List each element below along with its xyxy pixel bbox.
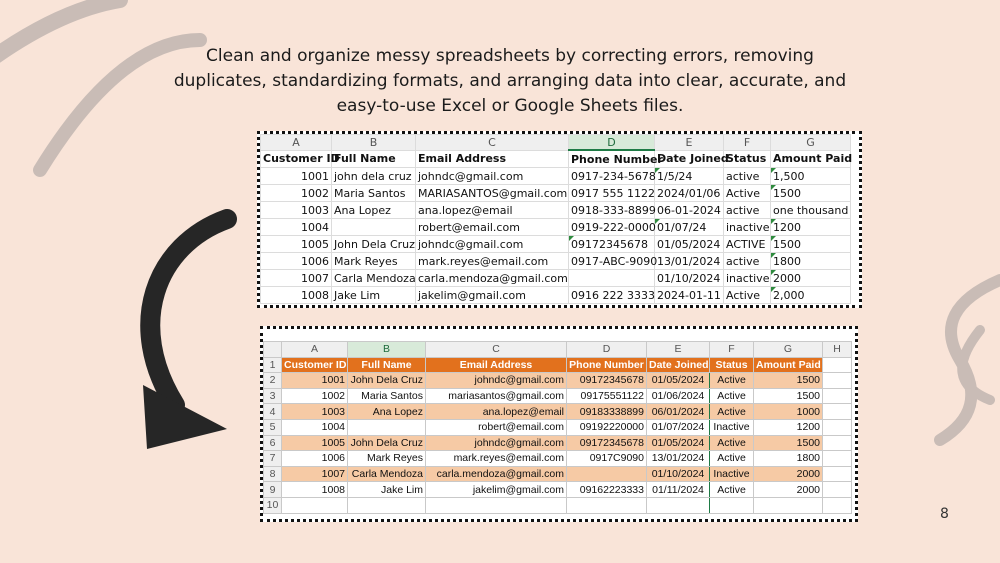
table-cell[interactable]: 1007 <box>261 270 332 287</box>
table-cell[interactable]: carla.mendoza@gmail.com <box>426 466 567 482</box>
table-cell[interactable]: Active <box>710 388 754 404</box>
row-number[interactable]: 6 <box>264 435 282 451</box>
empty-cell[interactable] <box>348 497 426 513</box>
table-cell[interactable]: Jake Lim <box>348 482 426 498</box>
table-cell[interactable]: johndc@gmail.com <box>426 373 567 389</box>
table-cell[interactable]: one thousand <box>771 202 851 219</box>
empty-cell[interactable] <box>823 373 852 389</box>
empty-cell[interactable] <box>823 466 852 482</box>
column-header-h[interactable]: H <box>823 342 852 358</box>
headline-text: Clean and organize messy spreadsheets by correcting errors, removing duplicates, standardizing formats, and arranging data into clear, accurate, and easy-to-use Excel or Google Sheets files. <box>173 46 847 116</box>
column-letter-row <box>264 342 852 358</box>
table-cell[interactable]: 1007 <box>282 466 348 482</box>
table-row <box>264 388 852 404</box>
table-cell[interactable]: jakelim@gmail.com <box>426 482 567 498</box>
column-header-g[interactable]: G <box>771 135 851 151</box>
table-cell[interactable]: jakelim@gmail.com <box>416 287 569 304</box>
table-cell[interactable] <box>567 466 647 482</box>
header-cell[interactable]: Full Name <box>332 150 416 168</box>
header-cell[interactable]: Full Name <box>348 357 426 373</box>
table-cell[interactable]: johndc@gmail.com <box>416 236 569 253</box>
column-header-f[interactable]: F <box>724 135 771 151</box>
table-cell[interactable]: 1008 <box>261 287 332 304</box>
empty-cell[interactable] <box>823 419 852 435</box>
table-cell[interactable]: ACTIVE <box>724 236 771 253</box>
empty-cell[interactable] <box>823 497 852 513</box>
table-cell[interactable]: johndc@gmail.com <box>426 435 567 451</box>
table-cell[interactable]: 01/10/2024 <box>647 466 710 482</box>
header-cell[interactable]: Status <box>724 150 771 168</box>
table-cell[interactable]: 09172345678 <box>567 373 647 389</box>
table-row <box>261 236 851 253</box>
empty-cell[interactable] <box>710 497 754 513</box>
table-cell[interactable]: Ana Lopez <box>348 404 426 420</box>
table-cell[interactable]: inactive <box>724 270 771 287</box>
table-cell[interactable]: 1004 <box>261 219 332 236</box>
empty-cell[interactable] <box>823 388 852 404</box>
table-cell[interactable]: 13/01/2024 <box>655 253 724 270</box>
header-cell[interactable]: Date Joined <box>647 357 710 373</box>
table-cell[interactable]: 1002 <box>282 388 348 404</box>
table-cell[interactable]: 1500 <box>754 373 823 389</box>
header-cell[interactable]: Amount Paid <box>771 150 851 168</box>
header-cell[interactable]: Date Joined <box>655 150 724 168</box>
header-cell[interactable]: Email Address <box>426 357 567 373</box>
table-cell[interactable]: 1500 <box>771 185 851 202</box>
table-cell[interactable]: John Dela Cruz <box>348 435 426 451</box>
curved-arrow-down-icon <box>115 205 255 465</box>
table-cell[interactable]: 01/07/2024 <box>647 419 710 435</box>
messy-table <box>260 134 851 304</box>
table-cell[interactable]: ana.lopez@email <box>426 404 567 420</box>
row-number[interactable]: 1 <box>264 357 282 373</box>
table-cell[interactable]: Inactive <box>710 419 754 435</box>
table-cell[interactable]: 1200 <box>754 419 823 435</box>
header-row <box>264 357 852 373</box>
select-all-corner[interactable] <box>264 342 282 358</box>
table-cell[interactable]: active <box>724 253 771 270</box>
table-cell[interactable]: 0918-333-8899 <box>569 202 655 219</box>
table-cell[interactable]: Active <box>710 451 754 467</box>
table-cell[interactable]: robert@email.com <box>416 219 569 236</box>
header-cell[interactable]: Amount Paid <box>754 357 823 373</box>
table-row <box>264 451 852 467</box>
table-cell[interactable]: Maria Santos <box>348 388 426 404</box>
table-cell[interactable]: Mark Reyes <box>348 451 426 467</box>
header-cell[interactable]: Phone Number <box>567 357 647 373</box>
table-cell[interactable]: mark.reyes@email.com <box>416 253 569 270</box>
table-cell[interactable] <box>569 270 655 287</box>
empty-cell[interactable] <box>823 482 852 498</box>
table-cell[interactable]: 01/05/2024 <box>647 435 710 451</box>
table-cell[interactable]: Carla Mendoza <box>348 466 426 482</box>
table-cell[interactable]: ana.lopez@email <box>416 202 569 219</box>
header-cell[interactable]: Email Address <box>416 150 569 168</box>
table-cell[interactable]: 01/11/2024 <box>647 482 710 498</box>
table-cell[interactable]: active <box>724 168 771 185</box>
table-row <box>264 482 852 498</box>
table-cell[interactable]: active <box>724 202 771 219</box>
table-cell[interactable]: 09162223333 <box>567 482 647 498</box>
page-number: 8 <box>940 506 949 522</box>
column-header-a[interactable]: A <box>261 135 332 151</box>
table-cell[interactable]: 1006 <box>282 451 348 467</box>
table-cell[interactable] <box>348 419 426 435</box>
row-number[interactable]: 8 <box>264 466 282 482</box>
column-header-c[interactable]: C <box>426 342 567 358</box>
table-cell[interactable]: 01/07/24 <box>655 219 724 236</box>
table-cell[interactable]: MARIASANTOS@gmail.com <box>416 185 569 202</box>
header-cell[interactable]: Phone Number <box>569 150 655 168</box>
table-row <box>264 466 852 482</box>
table-cell[interactable]: Active <box>724 287 771 304</box>
empty-cell[interactable] <box>823 404 852 420</box>
table-cell[interactable]: 1001 <box>282 373 348 389</box>
table-row <box>261 202 851 219</box>
table-cell[interactable]: 1200 <box>771 219 851 236</box>
table-cell[interactable]: 1005 <box>282 435 348 451</box>
table-row <box>261 253 851 270</box>
column-header-a[interactable]: A <box>282 342 348 358</box>
empty-cell[interactable] <box>823 435 852 451</box>
row-number[interactable]: 2 <box>264 373 282 389</box>
table-cell[interactable]: 1800 <box>771 253 851 270</box>
table-cell[interactable]: Active <box>710 435 754 451</box>
table-cell[interactable]: 09192220000 <box>567 419 647 435</box>
header-row <box>261 150 851 168</box>
table-row <box>261 219 851 236</box>
table-cell[interactable]: 0917C9090 <box>567 451 647 467</box>
table-row <box>264 435 852 451</box>
column-header-b[interactable]: B <box>348 342 426 358</box>
empty-cell[interactable] <box>754 497 823 513</box>
column-letter-row <box>261 135 851 151</box>
empty-cell[interactable] <box>426 497 567 513</box>
table-cell[interactable]: 06/01/2024 <box>647 404 710 420</box>
table-cell[interactable]: 01/10/2024 <box>655 270 724 287</box>
table-cell[interactable]: John Dela Cruz <box>348 373 426 389</box>
table-cell[interactable]: Active <box>710 482 754 498</box>
table-cell[interactable]: 06-01-2024 <box>655 202 724 219</box>
table-cell[interactable]: 09183338899 <box>567 404 647 420</box>
table-cell[interactable]: 1003 <box>282 404 348 420</box>
table-row <box>264 419 852 435</box>
table-cell[interactable]: 1003 <box>261 202 332 219</box>
table-cell[interactable] <box>332 219 416 236</box>
column-header-e[interactable]: E <box>647 342 710 358</box>
table-cell[interactable]: 2000 <box>754 466 823 482</box>
row-number[interactable]: 9 <box>264 482 282 498</box>
column-header-g[interactable]: G <box>754 342 823 358</box>
table-row <box>261 270 851 287</box>
table-cell[interactable]: 1/5/24 <box>655 168 724 185</box>
table-cell[interactable]: 2024-01-11 <box>655 287 724 304</box>
table-cell[interactable]: 1008 <box>282 482 348 498</box>
row-number[interactable]: 3 <box>264 388 282 404</box>
empty-cell[interactable] <box>823 357 852 373</box>
header-cell[interactable]: Status <box>710 357 754 373</box>
empty-cell[interactable] <box>823 451 852 467</box>
table-cell[interactable]: Inactive <box>710 466 754 482</box>
clean-spreadsheet <box>260 326 858 522</box>
table-cell[interactable]: 2,000 <box>771 287 851 304</box>
table-row <box>261 168 851 185</box>
table-cell[interactable]: 1800 <box>754 451 823 467</box>
table-cell[interactable]: 1006 <box>261 253 332 270</box>
table-cell[interactable]: 09172345678 <box>567 435 647 451</box>
table-cell[interactable]: 1002 <box>261 185 332 202</box>
table-cell[interactable]: 1500 <box>754 388 823 404</box>
header-cell[interactable]: Customer ID <box>261 150 332 168</box>
row-number[interactable]: 7 <box>264 451 282 467</box>
table-cell[interactable]: carla.mendoza@gmail.com <box>416 270 569 287</box>
table-row <box>264 497 852 513</box>
table-cell[interactable]: 1000 <box>754 404 823 420</box>
empty-cell[interactable] <box>567 497 647 513</box>
table-cell[interactable]: john dela cruz <box>332 168 416 185</box>
table-cell[interactable]: 1,500 <box>771 168 851 185</box>
table-cell[interactable]: 0919-222-0000 <box>569 219 655 236</box>
squiggle-right <box>920 270 1000 470</box>
row-number[interactable]: 4 <box>264 404 282 420</box>
table-cell[interactable]: Active <box>710 404 754 420</box>
table-cell[interactable]: 01/06/2024 <box>647 388 710 404</box>
table-cell[interactable]: johndc@gmail.com <box>416 168 569 185</box>
header-cell[interactable]: Customer ID <box>282 357 348 373</box>
table-cell[interactable]: mark.reyes@email.com <box>426 451 567 467</box>
messy-spreadsheet <box>257 131 862 308</box>
table-cell[interactable]: 1005 <box>261 236 332 253</box>
table-cell[interactable]: 01/05/2024 <box>655 236 724 253</box>
table-cell[interactable]: 13/01/2024 <box>647 451 710 467</box>
table-cell[interactable]: 0916 222 3333 <box>569 287 655 304</box>
table-cell[interactable]: Active <box>710 373 754 389</box>
table-cell[interactable]: 1500 <box>771 236 851 253</box>
table-row <box>264 404 852 420</box>
table-row <box>264 373 852 389</box>
table-cell[interactable]: Ana Lopez <box>332 202 416 219</box>
table-cell[interactable]: 2024/01/06 <box>655 185 724 202</box>
column-header-b[interactable]: B <box>332 135 416 151</box>
table-cell[interactable]: Active <box>724 185 771 202</box>
table-cell[interactable]: 0917-234-5678 <box>569 168 655 185</box>
table-cell[interactable]: 0917-ABC-9090 <box>569 253 655 270</box>
table-cell[interactable]: 09175551122 <box>567 388 647 404</box>
table-cell[interactable]: inactive <box>724 219 771 236</box>
table-cell[interactable]: 2000 <box>754 482 823 498</box>
empty-cell[interactable] <box>282 497 348 513</box>
table-cell[interactable]: robert@email.com <box>426 419 567 435</box>
row-number[interactable]: 5 <box>264 419 282 435</box>
column-header-c[interactable]: C <box>416 135 569 151</box>
table-row <box>261 287 851 304</box>
table-cell[interactable]: 01/05/2024 <box>647 373 710 389</box>
table-cell[interactable]: 1004 <box>282 419 348 435</box>
column-header-f[interactable]: F <box>710 342 754 358</box>
empty-cell[interactable] <box>647 497 710 513</box>
table-cell[interactable]: Maria Santos <box>332 185 416 202</box>
table-cell[interactable]: Jake Lim <box>332 287 416 304</box>
column-header-d[interactable]: D <box>569 135 655 151</box>
clean-table <box>263 341 852 514</box>
table-cell[interactable]: 0917 555 1122 <box>569 185 655 202</box>
row-number[interactable]: 10 <box>264 497 282 513</box>
table-cell[interactable]: 1500 <box>754 435 823 451</box>
table-cell[interactable]: Mark Reyes <box>332 253 416 270</box>
table-cell[interactable]: mariasantos@gmail.com <box>426 388 567 404</box>
table-row <box>261 185 851 202</box>
table-cell[interactable]: 2000 <box>771 270 851 287</box>
column-header-e[interactable]: E <box>655 135 724 151</box>
table-cell[interactable]: John Dela Cruz <box>332 236 416 253</box>
table-cell[interactable]: 09172345678 <box>569 236 655 253</box>
column-header-d[interactable]: D <box>567 342 647 358</box>
table-cell[interactable]: 1001 <box>261 168 332 185</box>
table-cell[interactable]: Carla Mendoza <box>332 270 416 287</box>
